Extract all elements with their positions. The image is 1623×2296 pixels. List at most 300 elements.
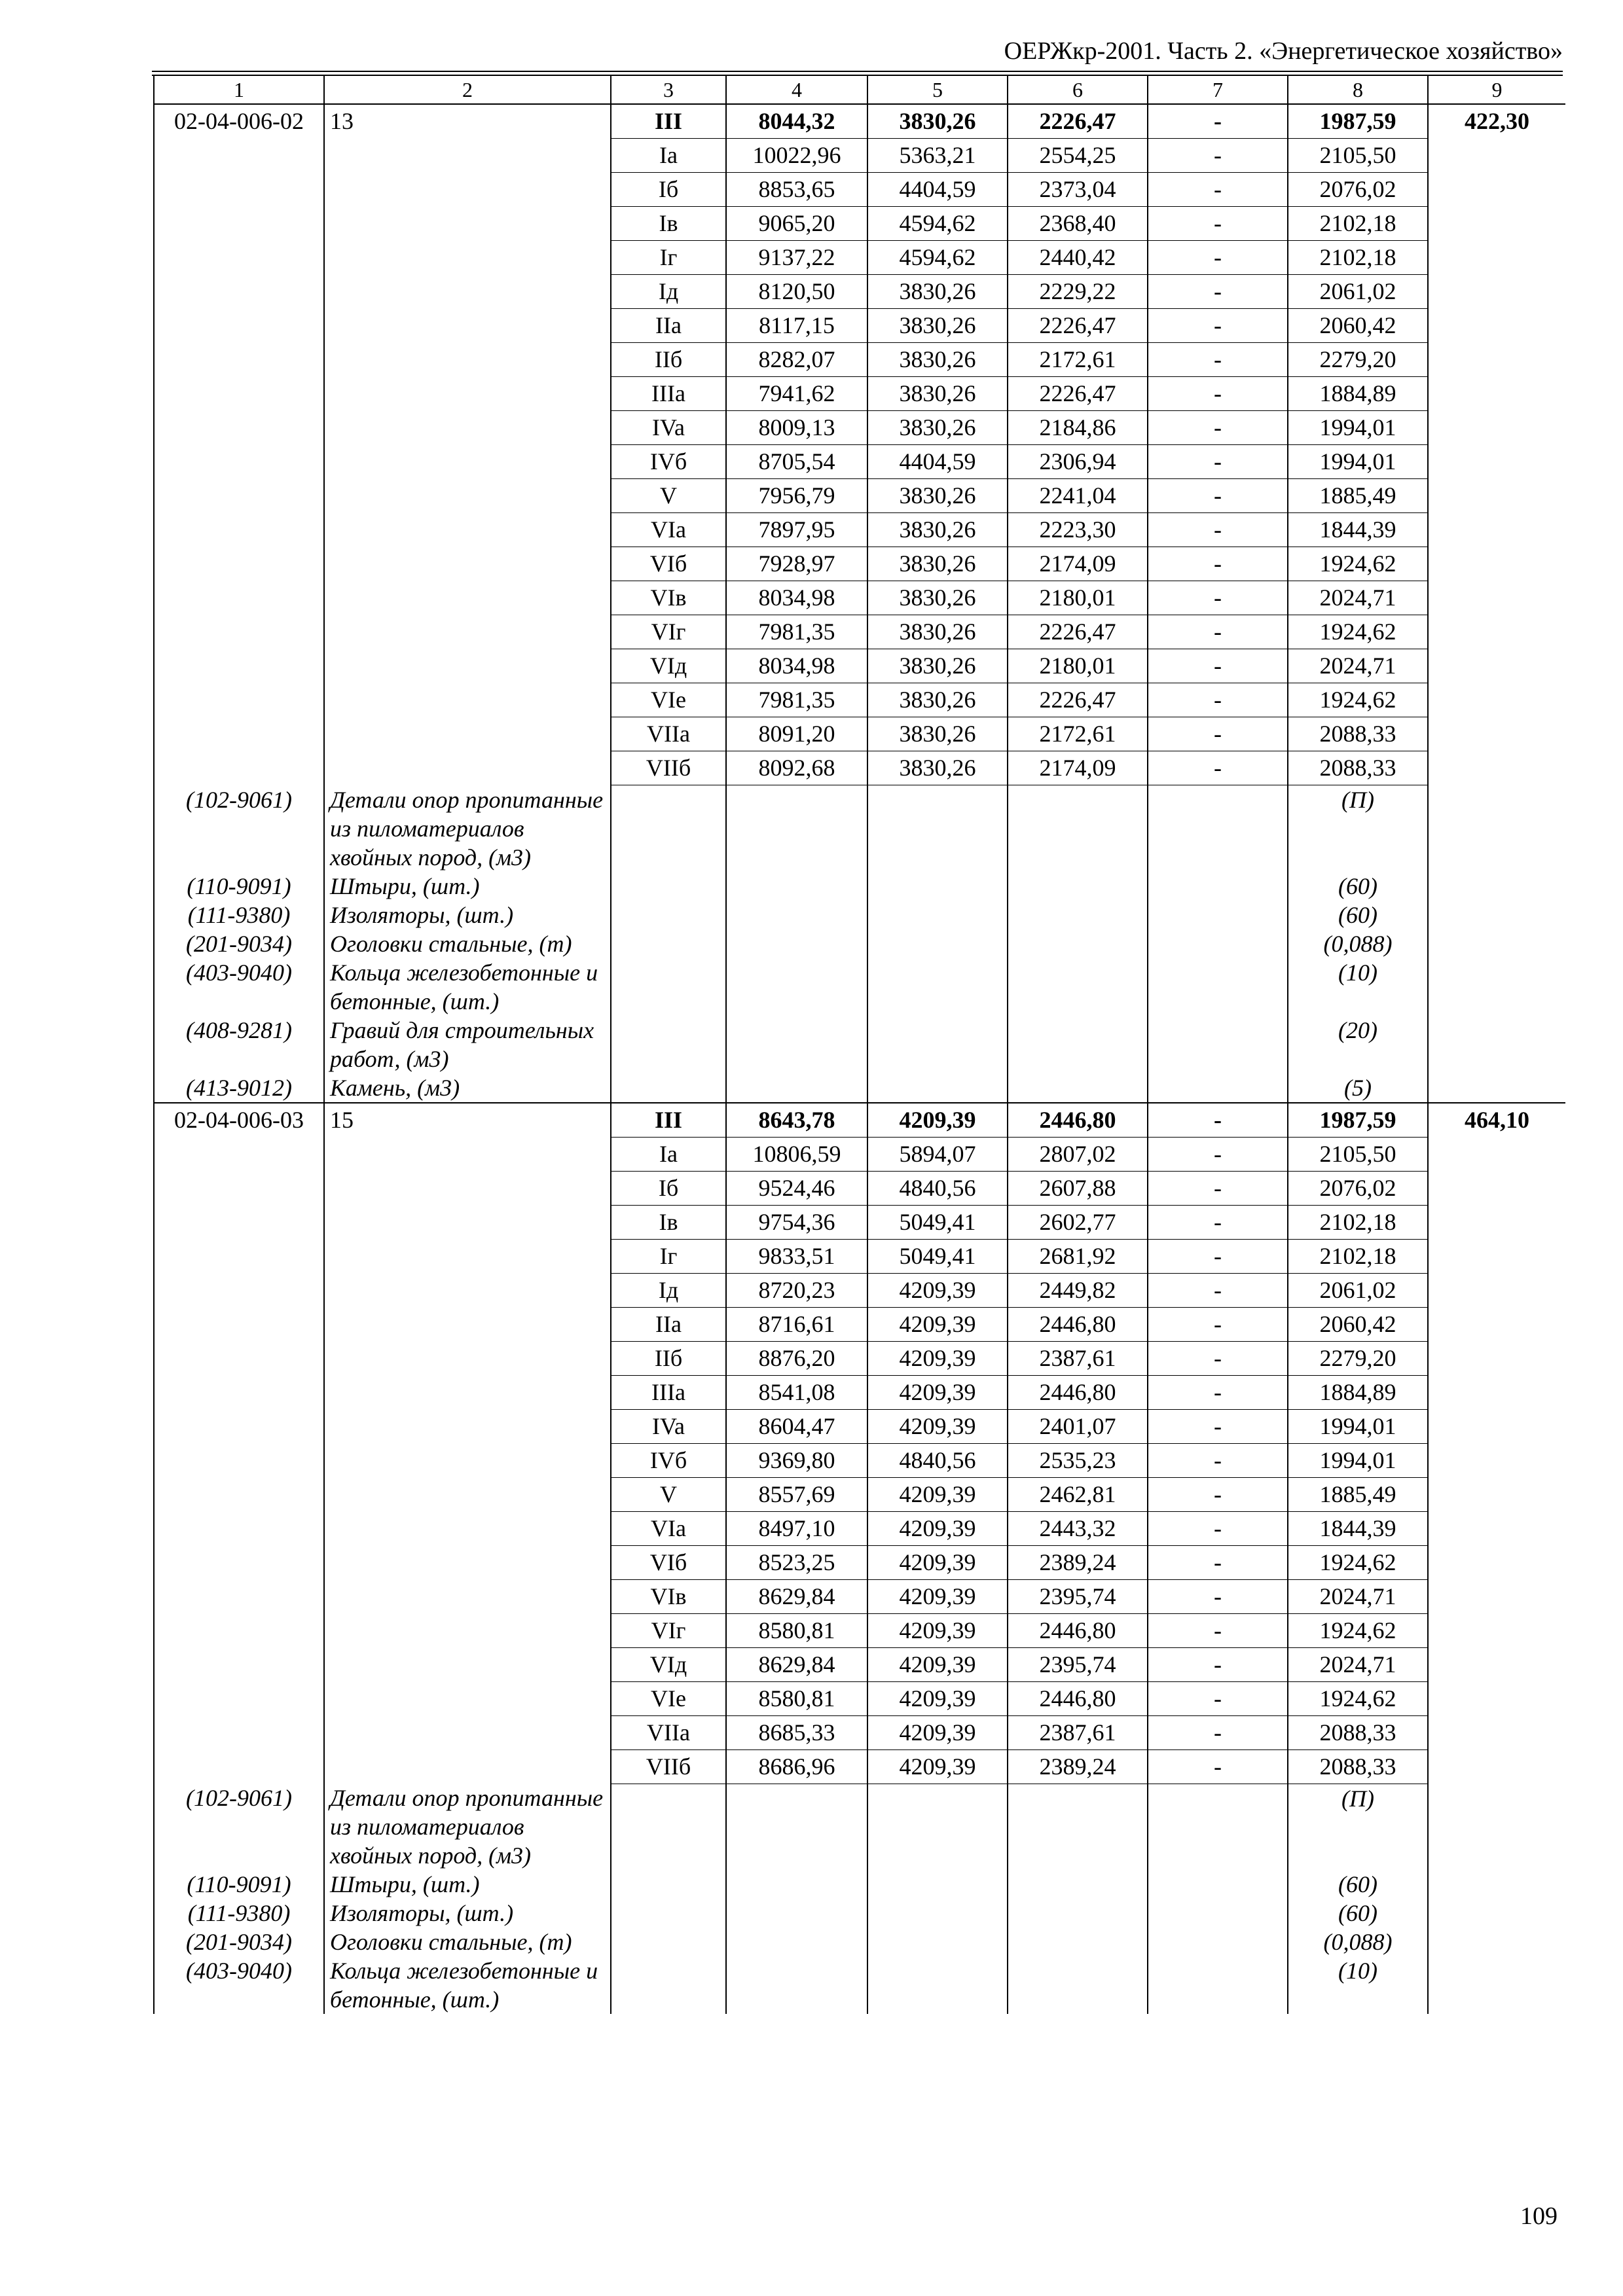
item-name (324, 1647, 611, 1681)
col9-value (1428, 377, 1565, 411)
item-name: 15 (324, 1103, 611, 1138)
resource-code: (102-9061) (154, 785, 324, 872)
value-cell: 2373,04 (1008, 173, 1148, 207)
col9-value (1428, 309, 1565, 343)
item-code (154, 1375, 324, 1409)
value-cell: 3830,26 (867, 479, 1008, 513)
value-cell: 2401,07 (1008, 1409, 1148, 1443)
empty-cell (1428, 1784, 1565, 1870)
empty-cell (1428, 1016, 1565, 1073)
item-name (324, 1375, 611, 1409)
header-rule (152, 71, 1563, 72)
column-header: 5 (867, 76, 1008, 104)
resource-row (154, 1899, 1565, 1928)
empty-cell (867, 929, 1008, 958)
resource-code: (102-9061) (154, 1784, 324, 1870)
empty-cell (1428, 901, 1565, 929)
zone-row (154, 1205, 1565, 1239)
value-cell: 5049,41 (867, 1239, 1008, 1273)
value-cell: 2535,23 (1008, 1443, 1148, 1477)
item-name (324, 1477, 611, 1511)
zone-cell: Iд (611, 1273, 726, 1307)
zone-cell: VIб (611, 547, 726, 581)
empty-cell (726, 929, 867, 958)
item-code (154, 1239, 324, 1273)
value-cell: 8716,61 (726, 1307, 867, 1341)
value-cell: 2389,24 (1008, 1749, 1148, 1784)
zone-cell: Ia (611, 139, 726, 173)
value-cell: 1924,62 (1288, 615, 1428, 649)
item-name (324, 275, 611, 309)
col9-value (1428, 1715, 1565, 1749)
item-name (324, 1171, 611, 1205)
value-cell: 2088,33 (1288, 1715, 1428, 1749)
value-cell: - (1148, 445, 1288, 479)
item-name (324, 309, 611, 343)
item-name (324, 649, 611, 683)
item-code (154, 1273, 324, 1307)
item-name (324, 139, 611, 173)
item-name (324, 1681, 611, 1715)
item-name (324, 1443, 611, 1477)
value-cell: 1844,39 (1288, 1511, 1428, 1545)
value-cell: 4209,39 (867, 1613, 1008, 1647)
zone-cell: Iв (611, 207, 726, 241)
value-cell: - (1148, 1171, 1288, 1205)
item-name (324, 1205, 611, 1239)
value-cell: 8705,54 (726, 445, 867, 479)
value-cell: 7981,35 (726, 683, 867, 717)
zone-cell: VIIб (611, 751, 726, 785)
value-cell: 4840,56 (867, 1171, 1008, 1205)
zone-cell: IVб (611, 445, 726, 479)
column-header: 3 (611, 76, 726, 104)
value-cell: - (1148, 275, 1288, 309)
empty-cell (726, 785, 867, 872)
col9-value (1428, 173, 1565, 207)
item-code (154, 343, 324, 377)
value-cell: 3830,26 (867, 343, 1008, 377)
page-number: 109 (1520, 2202, 1558, 2230)
empty-cell (867, 1870, 1008, 1899)
value-cell: 7956,79 (726, 479, 867, 513)
zone-row (154, 241, 1565, 275)
empty-cell (611, 1899, 726, 1928)
value-cell: 4209,39 (867, 1273, 1008, 1307)
item-name (324, 615, 611, 649)
value-cell: 2184,86 (1008, 411, 1148, 445)
zone-cell: VIIa (611, 1715, 726, 1749)
zone-cell: VIIб (611, 1749, 726, 1784)
empty-cell (1148, 1928, 1288, 1956)
value-cell: 2443,32 (1008, 1511, 1148, 1545)
value-cell: 8541,08 (726, 1375, 867, 1409)
empty-cell (867, 901, 1008, 929)
empty-cell (1008, 901, 1148, 929)
zone-row (154, 377, 1565, 411)
value-cell: 2226,47 (1008, 104, 1148, 139)
value-cell: 2446,80 (1008, 1307, 1148, 1341)
empty-cell (1148, 1073, 1288, 1103)
zone-cell: Ia (611, 1137, 726, 1171)
resource-qty: (0,088) (1288, 929, 1428, 958)
value-cell: - (1148, 1647, 1288, 1681)
value-cell: 2088,33 (1288, 717, 1428, 751)
value-cell: 1885,49 (1288, 1477, 1428, 1511)
resource-code: (408-9281) (154, 1016, 324, 1073)
value-cell: - (1148, 173, 1288, 207)
value-cell: 1924,62 (1288, 683, 1428, 717)
col9-value (1428, 241, 1565, 275)
zone-row (154, 343, 1565, 377)
item-code (154, 207, 324, 241)
value-cell: - (1148, 377, 1288, 411)
zone-cell: VIв (611, 1579, 726, 1613)
value-cell: - (1148, 683, 1288, 717)
zone-row (154, 275, 1565, 309)
zone-cell: IIIa (611, 1375, 726, 1409)
value-cell: 3830,26 (867, 377, 1008, 411)
empty-cell (1008, 1899, 1148, 1928)
resource-row (154, 901, 1565, 929)
col9-value (1428, 479, 1565, 513)
value-cell: 2807,02 (1008, 1137, 1148, 1171)
empty-cell (1148, 1870, 1288, 1899)
empty-cell (1428, 1073, 1565, 1103)
value-cell: 8117,15 (726, 309, 867, 343)
resource-name: Детали опор пропитанные из пиломатериалов хвойных пород, (м3) (324, 1784, 611, 1870)
empty-cell (1428, 1956, 1565, 2014)
value-cell: 2446,80 (1008, 1613, 1148, 1647)
value-cell: 1924,62 (1288, 1545, 1428, 1579)
resource-name: Детали опор пропитанные из пиломатериалов хвойных пород, (м3) (324, 785, 611, 872)
value-cell: 3830,26 (867, 104, 1008, 139)
value-cell: 4209,39 (867, 1103, 1008, 1138)
item-name (324, 513, 611, 547)
zone-cell: Iг (611, 241, 726, 275)
value-cell: 8034,98 (726, 581, 867, 615)
value-cell: 8876,20 (726, 1341, 867, 1375)
item-code (154, 1477, 324, 1511)
value-cell: 10806,59 (726, 1137, 867, 1171)
resource-qty: (П) (1288, 785, 1428, 872)
value-cell: 1924,62 (1288, 1681, 1428, 1715)
value-cell: 2440,42 (1008, 241, 1148, 275)
empty-cell (867, 785, 1008, 872)
value-cell: 4209,39 (867, 1409, 1008, 1443)
value-cell: 2060,42 (1288, 1307, 1428, 1341)
col9-value (1428, 139, 1565, 173)
zone-cell: VIд (611, 1647, 726, 1681)
empty-cell (1008, 1073, 1148, 1103)
zone-row (154, 104, 1565, 139)
value-cell: 2180,01 (1008, 581, 1148, 615)
value-cell: 2226,47 (1008, 683, 1148, 717)
resource-row (154, 1784, 1565, 1870)
value-cell: - (1148, 547, 1288, 581)
empty-cell (1008, 872, 1148, 901)
value-cell: 2395,74 (1008, 1647, 1148, 1681)
resource-name: Оголовки стальные, (т) (324, 1928, 611, 1956)
value-cell: 2174,09 (1008, 547, 1148, 581)
item-code (154, 1613, 324, 1647)
zone-cell: V (611, 1477, 726, 1511)
value-cell: 2607,88 (1008, 1171, 1148, 1205)
item-name (324, 377, 611, 411)
value-cell: - (1148, 411, 1288, 445)
value-cell: - (1148, 615, 1288, 649)
value-cell: 2024,71 (1288, 1647, 1428, 1681)
zone-cell: Iд (611, 275, 726, 309)
item-name (324, 173, 611, 207)
item-code (154, 1137, 324, 1171)
zone-row (154, 1715, 1565, 1749)
value-cell: 8497,10 (726, 1511, 867, 1545)
zone-cell: VIд (611, 649, 726, 683)
item-code (154, 1341, 324, 1375)
item-code: 02-04-006-03 (154, 1103, 324, 1138)
item-code (154, 513, 324, 547)
value-cell: - (1148, 1749, 1288, 1784)
zone-row (154, 1273, 1565, 1307)
item-code (154, 717, 324, 751)
value-cell: 8604,47 (726, 1409, 867, 1443)
empty-cell (1148, 1899, 1288, 1928)
price-table-container (153, 76, 1565, 2181)
col9-value (1428, 581, 1565, 615)
value-cell: 8686,96 (726, 1749, 867, 1784)
resource-qty: (60) (1288, 1870, 1428, 1899)
value-cell: 7981,35 (726, 615, 867, 649)
resource-name: Камень, (м3) (324, 1073, 611, 1103)
value-cell: 2174,09 (1008, 751, 1148, 785)
empty-cell (726, 1784, 867, 1870)
empty-cell (1148, 929, 1288, 958)
resource-row (154, 1870, 1565, 1899)
col9-value (1428, 683, 1565, 717)
value-cell: 2226,47 (1008, 309, 1148, 343)
value-cell: 2102,18 (1288, 1239, 1428, 1273)
resource-qty: (5) (1288, 1073, 1428, 1103)
value-cell: - (1148, 343, 1288, 377)
value-cell: - (1148, 1409, 1288, 1443)
zone-row (154, 445, 1565, 479)
zone-cell: VIIa (611, 717, 726, 751)
value-cell: 1884,89 (1288, 1375, 1428, 1409)
zone-row (154, 547, 1565, 581)
empty-cell (1008, 958, 1148, 1016)
col9-value (1428, 1409, 1565, 1443)
value-cell: 2088,33 (1288, 1749, 1428, 1784)
item-name (324, 1613, 611, 1647)
value-cell: - (1148, 309, 1288, 343)
empty-cell (1008, 1956, 1148, 2014)
empty-cell (867, 1073, 1008, 1103)
value-cell: 8557,69 (726, 1477, 867, 1511)
item-name (324, 1715, 611, 1749)
zone-cell: IIб (611, 343, 726, 377)
item-name (324, 1749, 611, 1784)
item-code (154, 411, 324, 445)
resource-row (154, 929, 1565, 958)
zone-cell: VIб (611, 1545, 726, 1579)
empty-cell (1008, 1784, 1148, 1870)
item-code (154, 649, 324, 683)
empty-cell (611, 1870, 726, 1899)
zone-cell: IIIa (611, 377, 726, 411)
zone-row (154, 309, 1565, 343)
zone-row (154, 1307, 1565, 1341)
item-name (324, 1273, 611, 1307)
item-code (154, 309, 324, 343)
resource-name: Кольца железобетонные и бетонные, (шт.) (324, 958, 611, 1016)
col9-value (1428, 1239, 1565, 1273)
value-cell: 2172,61 (1008, 343, 1148, 377)
zone-row (154, 513, 1565, 547)
value-cell: 2102,18 (1288, 241, 1428, 275)
col9-value (1428, 751, 1565, 785)
empty-cell (1428, 1899, 1565, 1928)
empty-cell (1008, 1928, 1148, 1956)
empty-cell (726, 1073, 867, 1103)
value-cell: 1885,49 (1288, 479, 1428, 513)
item-code (154, 615, 324, 649)
zone-row (154, 1103, 1565, 1138)
empty-cell (1008, 785, 1148, 872)
col9-value (1428, 1205, 1565, 1239)
empty-cell (867, 1928, 1008, 1956)
empty-cell (611, 1784, 726, 1870)
zone-row (154, 1409, 1565, 1443)
value-cell: 4209,39 (867, 1579, 1008, 1613)
item-code (154, 751, 324, 785)
value-cell: 1994,01 (1288, 445, 1428, 479)
value-cell: 2387,61 (1008, 1715, 1148, 1749)
item-name (324, 1137, 611, 1171)
value-cell: 8092,68 (726, 751, 867, 785)
column-header: 4 (726, 76, 867, 104)
zone-row (154, 1443, 1565, 1477)
value-cell: 3830,26 (867, 581, 1008, 615)
value-cell: 5049,41 (867, 1205, 1008, 1239)
col9-value (1428, 275, 1565, 309)
resource-code: (403-9040) (154, 1956, 324, 2014)
value-cell: 1987,59 (1288, 1103, 1428, 1138)
empty-cell (611, 1928, 726, 1956)
col9-value: 422,30 (1428, 104, 1565, 139)
value-cell: 1994,01 (1288, 1409, 1428, 1443)
col9-value (1428, 445, 1565, 479)
empty-cell (1148, 901, 1288, 929)
zone-row (154, 139, 1565, 173)
resource-row (154, 1016, 1565, 1073)
value-cell: 2061,02 (1288, 1273, 1428, 1307)
value-cell: 8009,13 (726, 411, 867, 445)
value-cell: 2223,30 (1008, 513, 1148, 547)
resource-name: Изоляторы, (шт.) (324, 1899, 611, 1928)
empty-cell (867, 1016, 1008, 1073)
value-cell: 4209,39 (867, 1511, 1008, 1545)
value-cell: 2449,82 (1008, 1273, 1148, 1307)
empty-cell (611, 901, 726, 929)
empty-cell (1008, 1870, 1148, 1899)
value-cell: 2279,20 (1288, 1341, 1428, 1375)
resource-name: Штыри, (шт.) (324, 872, 611, 901)
value-cell: 8643,78 (726, 1103, 867, 1138)
value-cell: 8282,07 (726, 343, 867, 377)
col9-value (1428, 649, 1565, 683)
empty-cell (1428, 1870, 1565, 1899)
value-cell: 4209,39 (867, 1307, 1008, 1341)
empty-cell (867, 872, 1008, 901)
value-cell: 2462,81 (1008, 1477, 1148, 1511)
empty-cell (1008, 1016, 1148, 1073)
value-cell: 1924,62 (1288, 547, 1428, 581)
value-cell: 4404,59 (867, 445, 1008, 479)
value-cell: 8091,20 (726, 717, 867, 751)
zone-row (154, 717, 1565, 751)
value-cell: 8120,50 (726, 275, 867, 309)
empty-cell (1428, 872, 1565, 901)
value-cell: 8853,65 (726, 173, 867, 207)
item-code (154, 547, 324, 581)
empty-cell (1428, 1928, 1565, 1956)
value-cell: 3830,26 (867, 649, 1008, 683)
col9-value (1428, 513, 1565, 547)
resource-code: (110-9091) (154, 1870, 324, 1899)
value-cell: 2681,92 (1008, 1239, 1148, 1273)
value-cell: 4209,39 (867, 1715, 1008, 1749)
value-cell: 10022,96 (726, 139, 867, 173)
item-name (324, 547, 611, 581)
resource-qty: (10) (1288, 958, 1428, 1016)
value-cell: - (1148, 649, 1288, 683)
empty-cell (611, 872, 726, 901)
value-cell: 4209,39 (867, 1749, 1008, 1784)
empty-cell (726, 1899, 867, 1928)
resource-qty: (10) (1288, 1956, 1428, 2014)
col9-value (1428, 1171, 1565, 1205)
col9-value (1428, 1749, 1565, 1784)
empty-cell (1428, 785, 1565, 872)
value-cell: 9524,46 (726, 1171, 867, 1205)
resource-name: Кольца железобетонные и бетонные, (шт.) (324, 1956, 611, 2014)
value-cell: - (1148, 1205, 1288, 1239)
price-table (153, 76, 1565, 2014)
value-cell: 4594,62 (867, 241, 1008, 275)
item-code (154, 683, 324, 717)
empty-cell (867, 1956, 1008, 2014)
value-cell: 4404,59 (867, 173, 1008, 207)
value-cell: 4209,39 (867, 1647, 1008, 1681)
resource-qty: (60) (1288, 872, 1428, 901)
item-name (324, 343, 611, 377)
column-header: 1 (154, 76, 324, 104)
value-cell: 5363,21 (867, 139, 1008, 173)
value-cell: - (1148, 1715, 1288, 1749)
item-name (324, 1341, 611, 1375)
zone-row (154, 411, 1565, 445)
value-cell: - (1148, 1103, 1288, 1138)
item-name: 13 (324, 104, 611, 139)
empty-cell (867, 1899, 1008, 1928)
value-cell: 8034,98 (726, 649, 867, 683)
value-cell: 3830,26 (867, 513, 1008, 547)
empty-cell (867, 1784, 1008, 1870)
value-cell: 3830,26 (867, 615, 1008, 649)
value-cell: 2602,77 (1008, 1205, 1148, 1239)
value-cell: 2387,61 (1008, 1341, 1148, 1375)
